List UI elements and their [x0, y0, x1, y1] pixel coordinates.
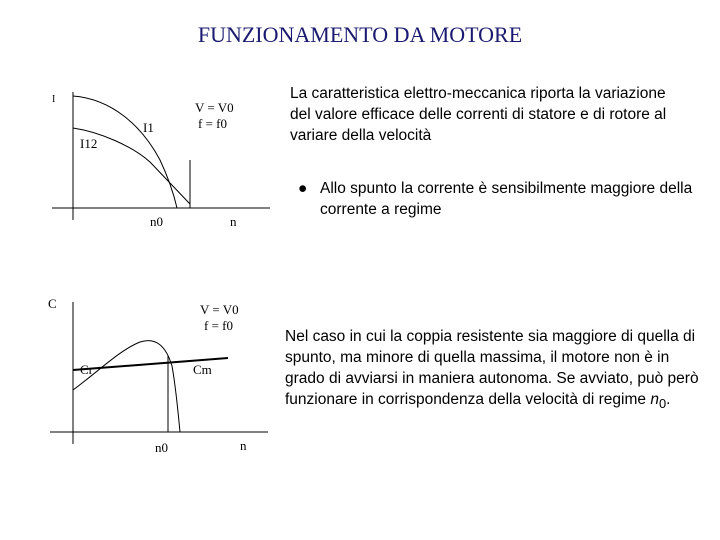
i12-label: I12 [80, 136, 98, 151]
speed-variable: n [650, 391, 659, 408]
i1-label: I1 [143, 120, 154, 135]
motor-torque-curve [73, 341, 180, 432]
current-curve-i1 [73, 96, 177, 208]
condition-f-label: f = f0 [204, 318, 233, 333]
condition-f-label: f = f0 [198, 116, 227, 131]
cm-label: Cm [193, 362, 212, 377]
description-paragraph: La caratteristica elettro-meccanica riporta la variazione del valore efficace delle correnti di statore e di rotore al variare della velocità [290, 85, 667, 144]
bullet-icon: ● [298, 180, 308, 197]
bullet-text: Allo spunto la corrente è sensibilmente maggiore della corrente a regime [320, 180, 693, 218]
explanation-text: Nel caso in cui la coppia resistente sia maggiore di quella di spunto, ma minore di quella massima, il motore non è in grado di avviarsi in maniera autonoma. Se avviato, può però funzionare in corrispondenza della velocità di regime [285, 328, 699, 408]
current-speed-graph [0, 80, 290, 320]
torque-speed-graph [0, 290, 290, 490]
x-axis-label: n [240, 438, 247, 453]
y-axis-label: I [52, 94, 56, 105]
n0-label: n0 [150, 214, 163, 229]
x-axis-label: n [230, 214, 237, 229]
slide-title: FUNZIONAMENTO DA MOTORE [197, 22, 523, 47]
condition-v-label: V = V0 [200, 302, 239, 317]
n0-label: n0 [155, 440, 168, 455]
y-axis-label: C [48, 296, 57, 311]
cr-label: Cr [80, 362, 93, 377]
speed-subscript: 0 [658, 396, 667, 412]
explanation-end: . [666, 391, 671, 408]
condition-v-label: V = V0 [195, 100, 234, 115]
explanation-paragraph [285, 326, 705, 414]
